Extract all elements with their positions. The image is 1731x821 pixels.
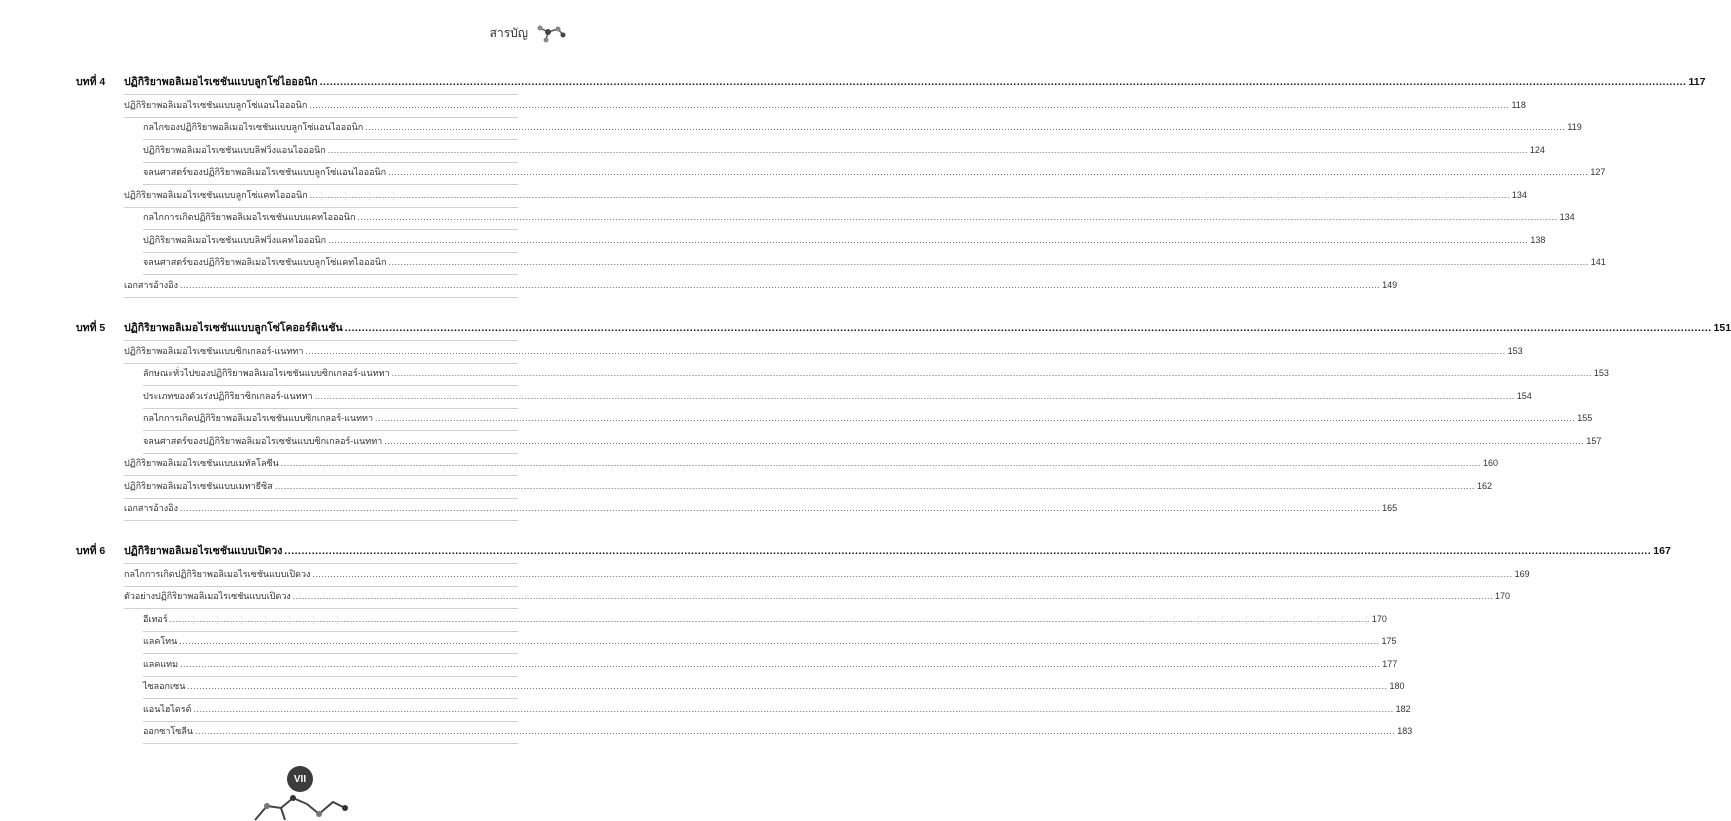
page-number: VII — [293, 773, 307, 785]
entry-rule — [124, 586, 518, 587]
entry-rule — [143, 631, 518, 632]
chapter-heading[interactable] — [76, 76, 1706, 88]
toc-entry[interactable] — [124, 568, 1530, 580]
chapter-title: ปฏิกิริยาพอลิเมอไรเซชันแบบเปิดวง — [124, 545, 283, 557]
entry-page-number: 127 — [1590, 167, 1606, 177]
entry-page-number: 157 — [1586, 435, 1602, 446]
entry-page-number: 180 — [1389, 681, 1405, 691]
toc-subentry[interactable] — [143, 234, 1546, 246]
dot-leader: ................................................................................................................................................................................................................................................................................................................................................................................................................ — [193, 703, 1394, 714]
entry-title: ปฏิกิริยาพอลิเมอไรเซชันแบบลิฟวิ่งแคทไอออนิก — [143, 234, 327, 245]
entry-rule — [143, 676, 518, 677]
entry-page-number: 134 — [1559, 212, 1575, 222]
entry-rule — [124, 608, 518, 609]
entry-rule — [124, 297, 518, 298]
dot-leader: ................................................................................................................................................................................................................................................................................................................................................................................................................ — [391, 368, 1592, 378]
entry-page-number: 154 — [1516, 390, 1532, 401]
toc-subentry[interactable] — [143, 121, 1582, 133]
entry-rule — [143, 252, 518, 253]
dot-leader: ................................................................................................................................................................................................................................................................................................................................................................................................................ — [312, 568, 1513, 579]
page-header — [490, 22, 566, 44]
entry-page-number: 149 — [1382, 279, 1398, 290]
entry-title: ปฏิกิริยาพอลิเมอไรเซชันแบบเมทัลโลซีน — [124, 458, 279, 468]
chapter-page-number: 151 — [1713, 322, 1731, 334]
entry-page-number: 170 — [1371, 613, 1387, 624]
entry-title: จลนศาสตร์ของปฏิกิริยาพอลิเมอไรเซชันแบบลูกโซ่แอนไอออนิก — [143, 167, 387, 177]
entry-title: เอกสารอ้างอิง — [124, 279, 178, 290]
entry-title: ลักษณะทั่วไปของปฏิกิริยาพอลิเมอไรเซชันแบบซิกเกลอร์-แนททา — [143, 368, 390, 378]
dot-leader: ................................................................................................................................................................................................................................................................................................................................................................................................................ — [280, 458, 1481, 468]
entry-rule — [124, 498, 518, 499]
toc-subentry[interactable] — [143, 390, 1532, 402]
dot-leader: ................................................................................................................................................................................................................................................................................................................................................................................................................ — [292, 591, 1493, 601]
dot-leader: ................................................................................................................................................................................................................................................................................................................................................................................................................ — [388, 167, 1589, 177]
entry-page-number: 183 — [1397, 726, 1413, 736]
entry-rule — [143, 430, 518, 431]
entry-page-number: 165 — [1382, 503, 1398, 513]
toc-subentry[interactable] — [143, 725, 1413, 737]
toc-entry[interactable] — [124, 502, 1398, 514]
entry-title: ประเภทของตัวเร่งปฏิกิริยาซิกเกลอร์-แนททา — [143, 390, 313, 401]
dot-leader: ................................................................................................................................................................................................................................................................................................................................................................................................................ — [365, 122, 1566, 132]
entry-page-number: 169 — [1514, 568, 1530, 579]
entry-title: กลไกการเกิดปฏิกิริยาพอลิเมอไรเซชันแบบเปิดวง — [124, 568, 311, 579]
entry-title: อีเทอร์ — [143, 613, 168, 624]
chapter-label: บทที่ 4 — [76, 76, 106, 88]
dot-leader: ................................................................................................................................................................................................................................................................................................................................................................................................................ — [328, 234, 1529, 245]
entry-title: แอนไฮไดรด์ — [143, 703, 192, 714]
chapter-title: ปฏิกิริยาพอลิเมอไรเซชันแบบลูกโซ่ไอออนิก — [124, 76, 318, 88]
dot-leader: ................................................................................................................................................................................................................................................................................................................................................................................................................ — [169, 613, 1370, 624]
entry-title: กลไกของปฏิกิริยาพอลิเมอไรเซชันแบบลูกโซ่แอนไอออนิก — [143, 122, 364, 132]
entry-title: จลนศาสตร์ของปฏิกิริยาพอลิเมอไรเซชันแบบลูกโซ่แคทไอออนิก — [143, 257, 387, 267]
dot-leader: ................................................................................................................................................................................................................................................................................................................................................................................................................ — [187, 681, 1388, 691]
entry-title: ปฏิกิริยาพอลิเมอไรเซชันแบบลูกโซ่แคทไอออนิก — [124, 189, 308, 200]
toc-entry[interactable] — [124, 279, 1398, 291]
toc-subentry[interactable] — [143, 658, 1398, 670]
entry-rule — [124, 117, 518, 118]
dot-leader: ................................................................................................................................................................................................................................................................................................................................................................................................................ — [179, 503, 1381, 513]
entry-page-number: 170 — [1494, 591, 1511, 601]
dot-leader: ................................................................................................................................................................................................................................................................................................................................................................................................................ — [344, 322, 1712, 334]
entry-rule — [124, 207, 518, 208]
entry-rule — [143, 162, 518, 163]
entry-rule — [124, 520, 518, 521]
entry-rule — [143, 184, 518, 185]
toc-subentry[interactable] — [143, 680, 1405, 692]
toc-subentry[interactable] — [143, 635, 1397, 647]
dot-leader: ................................................................................................................................................................................................................................................................................................................................................................................................................ — [305, 345, 1506, 356]
chapter-heading[interactable] — [76, 545, 1671, 557]
dot-leader: ................................................................................................................................................................................................................................................................................................................................................................................................................ — [274, 480, 1475, 491]
entry-page-number: 153 — [1593, 368, 1609, 378]
entry-rule — [124, 363, 518, 364]
entry-title: แลคแทม — [143, 658, 179, 669]
dot-leader: ................................................................................................................................................................................................................................................................................................................................................................................................................ — [309, 99, 1510, 110]
entry-title: ปฏิกิริยาพอลิเมอไรเซชันแบบลูกโซ่แอนไอออนิก — [124, 99, 308, 110]
entry-title: ออกซาโซลีน — [143, 726, 194, 736]
header-title: สารบัญ — [489, 25, 528, 40]
chapter-label: บทที่ 5 — [76, 322, 106, 334]
chapter-title: ปฏิกิริยาพอลิเมอไรเซชันแบบลูกโซ่โคออร์ดิเนชัน — [124, 322, 343, 334]
entry-rule — [143, 385, 518, 386]
entry-page-number: 177 — [1382, 658, 1398, 669]
entry-page-number: 119 — [1567, 122, 1582, 132]
toc-entry[interactable] — [124, 99, 1526, 111]
toc-entry[interactable] — [124, 457, 1498, 469]
dot-leader: ................................................................................................................................................................................................................................................................................................................................................................................................................ — [384, 435, 1585, 446]
molecule-decoration-icon — [245, 794, 355, 821]
dot-leader: ................................................................................................................................................................................................................................................................................................................................................................................................................ — [327, 144, 1528, 155]
entry-page-number: 153 — [1507, 345, 1523, 356]
entry-rule — [143, 453, 518, 454]
dot-leader: ................................................................................................................................................................................................................................................................................................................................................................................................................ — [180, 658, 1381, 669]
toc-subentry[interactable] — [143, 144, 1545, 156]
entry-page-number: 162 — [1476, 480, 1492, 491]
dot-leader: ................................................................................................................................................................................................................................................................................................................................................................................................................ — [319, 76, 1687, 88]
entry-page-number: 160 — [1482, 458, 1498, 468]
entry-page-number: 134 — [1511, 189, 1527, 200]
toc-subentry[interactable] — [143, 703, 1411, 715]
entry-rule — [143, 721, 518, 722]
toc-subentry[interactable] — [143, 166, 1606, 178]
entry-title: ไซลอกเซน — [143, 681, 186, 691]
chapter-rule — [124, 563, 518, 564]
dot-leader: ................................................................................................................................................................................................................................................................................................................................................................................................................ — [314, 390, 1515, 401]
entry-page-number: 182 — [1395, 703, 1411, 714]
entry-rule — [143, 743, 518, 744]
chapter-label: บทที่ 6 — [76, 545, 106, 557]
dot-leader: ................................................................................................................................................................................................................................................................................................................................................................................................................ — [375, 413, 1576, 423]
chapter-rule — [124, 94, 518, 95]
dot-leader: ................................................................................................................................................................................................................................................................................................................................................................................................................ — [309, 189, 1510, 200]
entry-rule — [143, 139, 518, 140]
dot-leader: ................................................................................................................................................................................................................................................................................................................................................................................................................ — [195, 726, 1396, 736]
chapter-page-number: 117 — [1688, 76, 1706, 88]
entry-title: ปฏิกิริยาพอลิเมอไรเซชันแบบซิกเกลอร์-แนททา — [124, 345, 304, 356]
entry-title: ตัวอย่างปฏิกิริยาพอลิเมอไรเซชันแบบเปิดวง — [124, 591, 291, 601]
entry-page-number: 124 — [1529, 144, 1545, 155]
toc-entry[interactable] — [124, 345, 1523, 357]
entry-rule — [143, 274, 518, 275]
dot-leader: ................................................................................................................................................................................................................................................................................................................................................................................................................ — [179, 279, 1381, 290]
dot-leader: ................................................................................................................................................................................................................................................................................................................................................................................................................ — [284, 545, 1652, 557]
dot-leader: ................................................................................................................................................................................................................................................................................................................................................................................................................ — [357, 212, 1558, 222]
molecule-icon — [536, 22, 566, 44]
toc-entry[interactable] — [124, 480, 1492, 492]
toc-subentry[interactable] — [143, 211, 1575, 223]
entry-title: กลไกการเกิดปฏิกิริยาพอลิเมอไรเซชันแบบซิกเกลอร์-แนททา — [143, 413, 374, 423]
toc-subentry[interactable] — [143, 412, 1593, 424]
entry-page-number: 138 — [1530, 234, 1546, 245]
toc-subentry[interactable] — [143, 435, 1602, 447]
entry-title: แลคโทน — [143, 636, 178, 646]
chapter-page-number: 167 — [1653, 545, 1671, 557]
entry-rule — [143, 698, 518, 699]
chapter-heading[interactable] — [76, 322, 1731, 334]
entry-rule — [124, 475, 518, 476]
dot-leader: ................................................................................................................................................................................................................................................................................................................................................................................................................ — [179, 636, 1380, 646]
entry-title: ปฏิกิริยาพอลิเมอไรเซชันแบบเมทาธีซิส — [124, 480, 273, 491]
toc-entry[interactable] — [124, 189, 1527, 201]
toc-entry[interactable] — [124, 590, 1511, 602]
entry-title: ปฏิกิริยาพอลิเมอไรเซชันแบบลิฟวิ่งแอนไอออนิก — [143, 144, 326, 155]
entry-title: กลไกการเกิดปฏิกิริยาพอลิเมอไรเซชันแบบแคทไอออนิก — [143, 212, 356, 222]
entry-page-number: 175 — [1381, 636, 1397, 646]
toc-subentry[interactable] — [143, 256, 1606, 268]
toc-subentry[interactable] — [143, 367, 1609, 379]
entry-title: เอกสารอ้างอิง — [124, 503, 178, 513]
entry-page-number: 118 — [1511, 99, 1526, 110]
dot-leader: ................................................................................................................................................................................................................................................................................................................................................................................................................ — [388, 257, 1589, 267]
chapter-rule — [124, 340, 518, 341]
entry-page-number: 155 — [1577, 413, 1593, 423]
entry-rule — [143, 229, 518, 230]
toc-subentry[interactable] — [143, 613, 1387, 625]
entry-rule — [143, 408, 518, 409]
entry-rule — [143, 653, 518, 654]
page-number-badge — [287, 766, 313, 792]
entry-page-number: 141 — [1590, 257, 1606, 267]
entry-title: จลนศาสตร์ของปฏิกิริยาพอลิเมอไรเซชันแบบซิกเกลอร์-แนททา — [143, 435, 383, 446]
